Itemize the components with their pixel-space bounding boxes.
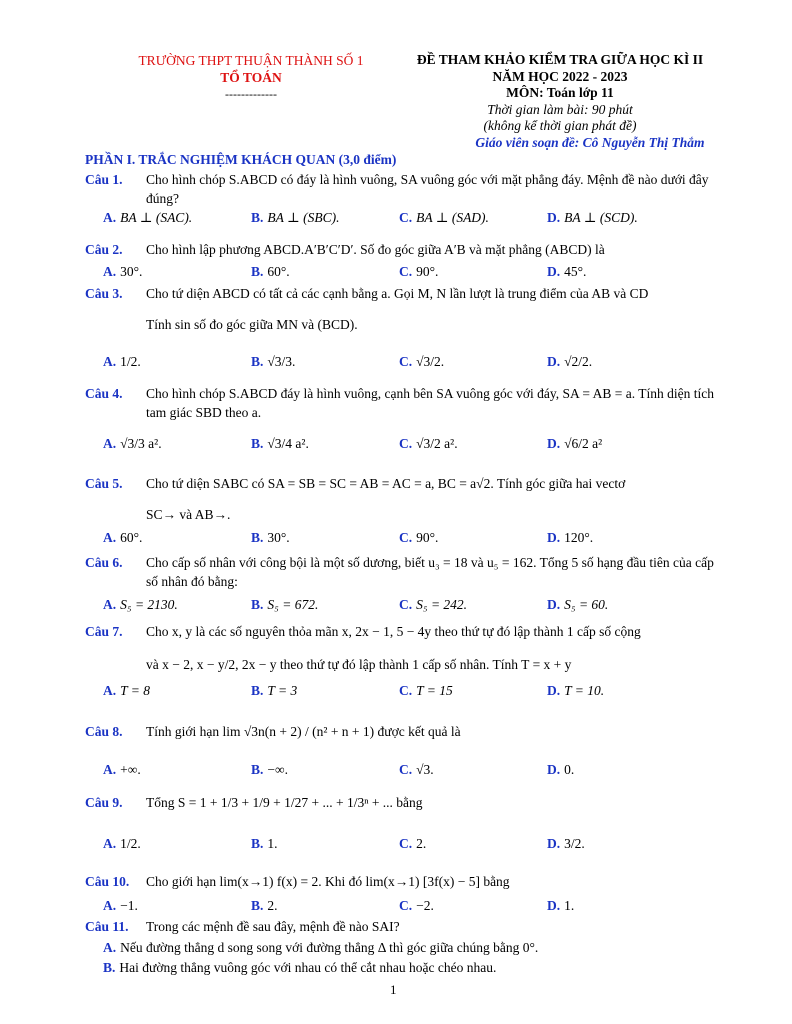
option-c: C. T = 15	[399, 683, 453, 698]
option-b: B. 2.	[251, 898, 278, 913]
option-a: A. 60°.	[103, 530, 143, 545]
question-10-options	[103, 898, 723, 918]
option-c: C. 90°.	[399, 264, 439, 279]
option-c: C. S₅ = 242.	[399, 597, 468, 612]
question-number: Câu 1.	[85, 172, 123, 187]
option-c: C. √3.	[399, 762, 434, 777]
question-number: Câu 9.	[85, 795, 123, 810]
option-b: B. T = 3	[251, 683, 298, 698]
question-text-2: Tính sin số đo góc giữa MN và (BCD).	[146, 317, 358, 332]
question-text: Tổng S = 1 + 1/3 + 1/9 + 1/27 + ... + 1/3ⁿ + ... bằng	[146, 795, 423, 810]
statement-b: B. Hai đường thẳng vuông góc với nhau có thể cắt nhau hoặc chéo nhau.	[103, 960, 497, 975]
question-7-options	[103, 683, 723, 703]
question-number: Câu 6.	[85, 555, 123, 570]
question-7	[85, 622, 717, 674]
option-d: D. S₅ = 60.	[547, 597, 609, 612]
option-d: D. √6/2 a²	[547, 436, 603, 451]
question-text-2: SC→ và AB→.	[146, 507, 231, 522]
question-4	[85, 384, 717, 422]
option-a: A. +∞.	[103, 762, 141, 777]
subject: MÔN: Toán lớp 11	[506, 85, 614, 100]
school-name: TRƯỜNG THPT THUẬN THÀNH SỐ 1	[138, 53, 364, 68]
question-5-options	[103, 530, 723, 550]
question-2-options	[103, 264, 723, 284]
exam-time: Thời gian làm bài: 90 phút	[487, 101, 633, 117]
department: TỔ TOÁN	[220, 70, 282, 85]
question-number: Câu 2.	[85, 242, 123, 257]
option-b: B. 30°.	[251, 530, 290, 545]
question-number: Câu 11.	[85, 919, 129, 934]
school-year: NĂM HỌC 2022 - 2023	[492, 68, 628, 84]
option-d: D. 120°.	[547, 530, 594, 545]
question-text: Cho giới hạn lim(x→1) f(x) = 2. Khi đó lim(x→1) [3f(x) − 5] bằng	[146, 874, 510, 889]
question-9	[85, 793, 717, 812]
option-b: B. 1.	[251, 836, 278, 851]
question-number: Câu 8.	[85, 724, 123, 739]
option-a: A. 1/2.	[103, 836, 141, 851]
question-6	[85, 553, 717, 591]
option-d: D. 0.	[547, 762, 575, 777]
question-text: Cho hình chóp S.ABCD đáy là hình vuông, cạnh bên SA vuông góc với đáy, SA = AB = a. Tính diện tích tam giác SBD theo a.	[146, 386, 714, 420]
option-c: C. 2.	[399, 836, 427, 851]
exam-title: ĐỀ THAM KHẢO KIỂM TRA GIỮA HỌC KÌ II	[416, 52, 704, 67]
statement-a: A. Nếu đường thẳng d song song với đường thẳng Δ thì góc giữa chúng bằng 0°.	[103, 940, 539, 955]
header-left	[120, 52, 382, 103]
option-b: B. √3/4 a².	[251, 436, 309, 451]
question-1-options	[103, 210, 723, 230]
question-3-options	[103, 354, 723, 374]
question-text: Cho hình lập phương ABCD.A′B′C′D′. Số đo góc giữa A′B và mặt phẳng (ABCD) là	[146, 242, 605, 257]
question-9-options	[103, 836, 723, 856]
option-b: B. BA ⊥ (SBC).	[251, 210, 340, 225]
option-c: C. BA ⊥ (SAD).	[399, 210, 489, 225]
question-text: Cho cấp số nhân với công bội là một số dương, biết u₃ = 18 và u₅ = 162. Tổng 5 số hạng đầu tiên của cấp số nhân đó bằng:	[146, 555, 714, 589]
option-b: B. S₅ = 672.	[251, 597, 319, 612]
option-d: D. 1.	[547, 898, 575, 913]
question-text: Tính giới hạn lim √3n(n + 2) / (n² + n + 1) được kết quả là	[146, 724, 461, 739]
exam-time-note: (không kể thời gian phát đề)	[483, 118, 637, 133]
question-5	[85, 474, 717, 524]
question-4-options	[103, 436, 723, 456]
question-3	[85, 284, 717, 334]
question-6-options	[103, 597, 723, 617]
question-text-2: và x − 2, x − y/2, 2x − y theo thứ tự đó lập thành 1 cấp số nhân. Tính T = x + y	[146, 657, 572, 672]
option-b: B. 60°.	[251, 264, 290, 279]
option-d: D. √2/2.	[547, 354, 593, 369]
question-text: Cho tứ diện SABC có SA = SB = SC = AB = AC = a, BC = a√2. Tính góc giữa hai vectơ	[146, 476, 626, 491]
option-c: C. 90°.	[399, 530, 439, 545]
option-a: A. S₅ = 2130.	[103, 597, 178, 612]
question-10	[85, 872, 717, 891]
option-a: A. 30°.	[103, 264, 143, 279]
question-text: Cho x, y là các số nguyên thỏa mãn x, 2x − 1, 5 − 4y theo thứ tự đó lập thành 1 cấp số cộng	[146, 624, 641, 639]
header-right	[392, 52, 728, 151]
option-c: C. √3/2.	[399, 354, 445, 369]
option-b: B. −∞.	[251, 762, 289, 777]
page-number: 1	[390, 982, 397, 997]
option-c: C. √3/2 a².	[399, 436, 458, 451]
question-11	[85, 917, 717, 936]
question-2	[85, 240, 717, 259]
question-text: Cho hình chóp S.ABCD có đáy là hình vuông, SA vuông góc với mặt phẳng đáy. Mệnh đề nào dưới đây đúng?	[146, 172, 709, 206]
question-number: Câu 5.	[85, 476, 123, 491]
option-d: D. 3/2.	[547, 836, 585, 851]
option-c: C. −2.	[399, 898, 434, 913]
section-title: PHẦN I. TRẮC NGHIỆM KHÁCH QUAN (3,0 điểm)	[85, 152, 397, 167]
question-8-options	[103, 762, 723, 782]
option-d: D. BA ⊥ (SCD).	[547, 210, 638, 225]
question-text: Trong các mệnh đề sau đây, mệnh đề nào SAI?	[146, 919, 400, 934]
option-a: A. BA ⊥ (SAC).	[103, 210, 193, 225]
question-number: Câu 10.	[85, 874, 130, 889]
question-number: Câu 3.	[85, 286, 123, 301]
question-text: Cho tứ diện ABCD có tất cả các cạnh bằng a. Gọi M, N lần lượt là trung điểm của AB và CD	[146, 286, 649, 301]
question-number: Câu 4.	[85, 386, 123, 401]
teacher-name: Giáo viên soạn đề: Cô Nguyễn Thị Thắm	[475, 134, 705, 150]
option-a: A. √3/3 a².	[103, 436, 162, 451]
separator-dashes: -------------	[225, 87, 277, 101]
option-a: A. T = 8	[103, 683, 150, 698]
option-d: D. 45°.	[547, 264, 587, 279]
option-d: D. T = 10.	[547, 683, 605, 698]
option-a: A. −1.	[103, 898, 138, 913]
option-a: A. 1/2.	[103, 354, 141, 369]
question-8	[85, 722, 717, 741]
option-b: B. √3/3.	[251, 354, 296, 369]
question-number: Câu 7.	[85, 624, 123, 639]
question-1	[85, 170, 717, 208]
